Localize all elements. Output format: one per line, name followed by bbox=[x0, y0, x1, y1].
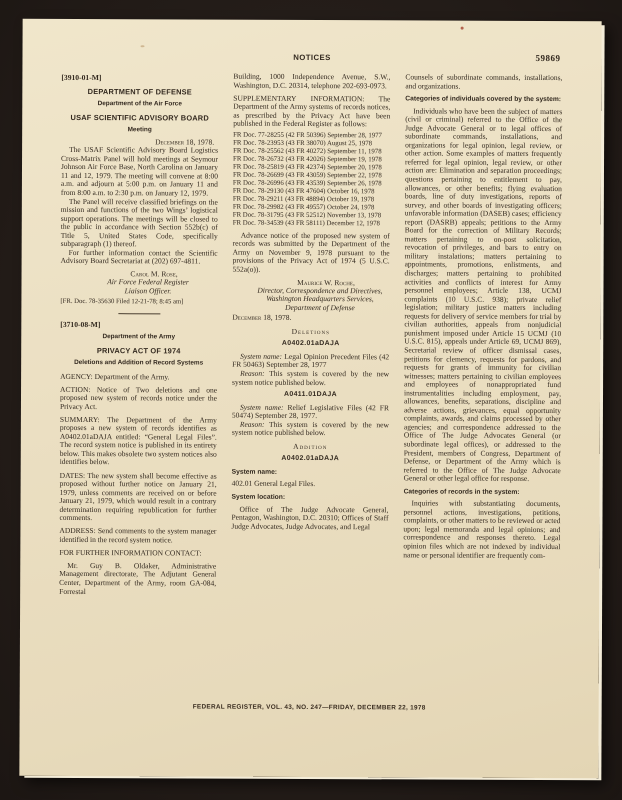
fr-doc-citation: FR Doc. 78-31795 (43 FR 52512) November 13, 1978 bbox=[232, 211, 382, 220]
field-value: This system is covered by the new system notice published below. bbox=[231, 419, 389, 438]
system-id-heading: A0402.01aDAJA bbox=[281, 455, 340, 463]
fr-doc-filing-line: [FR. Doc. 78-35630 Filed 12-21-78; 8:45 am] bbox=[60, 298, 184, 306]
column-layout bbox=[20, 72, 602, 697]
system-location-paragraph: Office of The Judge Advocate General, Pentagon, Washington, D.C. 20310; Offices of Staff Judge Advocates, Judge Advocates, and Legal bbox=[231, 504, 389, 531]
footer-line: FEDERAL REGISTER, VOL. 43, NO. 247—FRIDAY, DECEMBER 22, 1978 bbox=[192, 703, 426, 712]
date-line: December 18, 1978. bbox=[155, 137, 215, 147]
addition-heading: Addition bbox=[293, 441, 328, 451]
categories-individuals-label: Categories of individuals covered by the system: bbox=[405, 95, 562, 104]
notice-subtitle: Deletions and Addition of Record Systems bbox=[74, 359, 204, 368]
billing-code: [3710-08-M] bbox=[60, 319, 101, 329]
column-left bbox=[59, 72, 219, 695]
categories-records-label: Categories of records in the system: bbox=[403, 488, 520, 496]
subagency-heading: Department of the Army bbox=[102, 333, 176, 341]
column-right bbox=[403, 73, 563, 696]
field-value: This system is covered by the new system notice published below. bbox=[232, 368, 390, 387]
system-name-paragraph bbox=[232, 403, 389, 421]
page-number: 59869 bbox=[535, 52, 561, 64]
contact-paragraph: Mr. Guy B. Oldaker, Administrative Management directorate, The Adjutant General Center, Department of the Army, room GA-084, Forrestal bbox=[59, 560, 217, 596]
paper-speck bbox=[461, 27, 464, 30]
field-label: Reason: bbox=[239, 419, 265, 429]
field-value: Relief Legislative Files (42 FR 50474) September 28, 1977. bbox=[231, 402, 389, 421]
fr-doc-citation-list bbox=[233, 131, 390, 227]
signature-name: Maurice W. Roche, bbox=[297, 277, 355, 287]
categories-records-paragraph: Inquiries with substantiating documents, personnel actions, investigations, petitions, complaints, or other matters to be reviewed or acted upon; legal memoranda and legal opinions; and correspondence and responses thereto. Legal opinion files which are not indexed by individual name or personal identifier are frequently com- bbox=[403, 498, 561, 560]
reason-paragraph bbox=[232, 420, 389, 438]
system-name-label: System name: bbox=[231, 468, 278, 476]
fr-doc-citation: FR Doc. 78-25819 (43 FR 42374) September 20, 1978 bbox=[232, 163, 382, 172]
fr-doc-citation: FR Doc. 78-29982 (43 FR 49557) October 24, 1978 bbox=[232, 203, 375, 212]
notice-type-heading: Meeting bbox=[127, 126, 152, 134]
agency-paragraph: AGENCY: Department of the Army. bbox=[60, 371, 170, 381]
fr-doc-citation: FR Doc. 77-28255 (42 FR 50396) September 28, 1977 bbox=[233, 131, 382, 140]
field-label: Reason: bbox=[240, 368, 265, 378]
field-value: Legal Opinion Precedent Files (42 FR 50463) September 28, 1977 bbox=[232, 351, 390, 370]
system-location-label: System location: bbox=[231, 493, 286, 501]
paragraph: For further information contact the Scientific Advisory Board Secretariat at (202) 697-4811. bbox=[60, 247, 218, 266]
column-middle bbox=[231, 73, 391, 696]
paragraph-continuation: Building, 1000 Independence Avenue, S.W., Washington, D.C. 20314, telephone 202-693-0973. bbox=[233, 71, 391, 90]
fr-doc-citation: FR Doc. 78-26699 (43 FR 43059) September 22, 1978 bbox=[232, 171, 382, 180]
section-divider bbox=[118, 313, 160, 314]
contact-heading: FOR FURTHER INFORMATION CONTACT: bbox=[59, 547, 202, 558]
signature-title: Liaison Officer. bbox=[124, 286, 172, 296]
action-paragraph: ACTION: Notice of Two deletions and one proposed new system of records notice under the Privacy Act. bbox=[59, 384, 218, 411]
system-id-heading: A0411.01DAJA bbox=[283, 390, 338, 399]
fr-doc-citation: FR Doc. 78-25562 (43 FR 40272) September 11, 1978 bbox=[233, 147, 382, 156]
field-label: System name: bbox=[240, 351, 283, 361]
reason-paragraph bbox=[232, 370, 389, 388]
paragraph: The Panel will receive classified briefings on the mission and functions of the two Wings’ logistical support operations. The meetings will be closed to the public in accordance with Section 552b(c) of Title 5, United States Code, specifically subparagraph (1) thereof. bbox=[60, 196, 218, 249]
dates-paragraph: DATES: The new system shall become effective as proposed without further notice on January 21, 1979, unless comments are received on or before January 21, 1979, which would result in a contrary determination requiring republication for further comments. bbox=[59, 470, 217, 523]
fr-doc-citation: FR Doc. 78-29130 (43 FR 47604) October 16, 1978 bbox=[232, 187, 375, 196]
paper-speck bbox=[141, 45, 145, 47]
fr-doc-citation: FR Doc. 78-26996 (43 FR 43539) September 26, 1978 bbox=[232, 179, 382, 188]
notice-title: PRIVACY ACT OF 1974 bbox=[96, 346, 181, 356]
date-line: December 18, 1978. bbox=[232, 312, 292, 323]
fr-doc-citation: FR Doc. 78-23953 (43 FR 38070) August 25, 1978 bbox=[233, 139, 373, 148]
system-name-value: 402.01 General Legal Files. bbox=[231, 479, 316, 489]
summary-paragraph: SUMMARY: The Department of the Army proposes a new system of records identifies as A0402.01aDAJA entitled: “General Legal Files”. The record system notice is published in its entirety below. This makes obsolete two system notices also identifies below. bbox=[59, 414, 217, 467]
billing-code: [3910-01-M] bbox=[61, 72, 102, 83]
advance-notice-paragraph: Advance notice of the proposed new system of records was submitted by the Department of the Army on November 9, 1978 pursuant to the provisions of the Privacy Act of 1974 (5 U.S.C. 552a(o)). bbox=[232, 230, 390, 274]
page-header bbox=[22, 52, 601, 68]
agency-heading: DEPARTMENT OF DEFENSE bbox=[87, 86, 192, 97]
signature-title: Director, Correspondence and Directives, Washington Headquarters Services, Department of Defense bbox=[257, 285, 383, 313]
fr-doc-citation: FR Doc. 78-34539 (43 FR 58111) December 12, 1978 bbox=[232, 219, 380, 228]
subagency-heading: Department of the Air Force bbox=[97, 100, 182, 108]
system-id-heading: A0402.01aDAJA bbox=[281, 340, 340, 348]
address-paragraph: ADDRESS: Send comments to the system manager identified in the record system notice. bbox=[59, 526, 217, 545]
signature-title: Air Force Federal Register bbox=[107, 277, 189, 287]
deletions-heading: Deletions bbox=[291, 326, 330, 336]
federal-register-page bbox=[19, 19, 601, 779]
running-head: NOTICES bbox=[293, 52, 331, 63]
categories-individuals-paragraph: Individuals who have been the subject of matters (civil or criminal) referred to the Office of the Judge Advocate General or to legal offices of subordinate commands, installations, and organizations for legal opinion, legal review, or other action. Some examples of matters frequently referred for legal opinion, legal review, or other action are: Elimination and separation proceedings; questions pertaining to entitlement to pay, allowances, or other benefits; flying evaluation boards, line of duty investigations, reports of survey, and other boards of investigating officers; unfavorable information (DASEB) cases; efficiency report (DASRB) appeals; petitions to the Army Board for the correction of Military Records; matters pertaining to on-post solicitation, revocation of privileges, and bars to entry on military instalations; matters pertaining to appointments, promotions, enlistments, and discharges; matters pertaining to prohibited activities and conflicts of interest for Army personnel employees; Article 138, UCMJ complaints (10 U.S.C. 938); private relief legislation; military justice matters including requests for delivery of service members for trial by civilian authorities, appeals from nonjudicial punishment imposed under Article 15 UCMJ (10 U.S.C. 815), appeals under Article 69, UCMJ 869), Secretarial review of officer dismissal cases, petitions for clemency, requests for pardons, and requests for grants of immunity for civilian witnesses; matters pertaining to civilian employees and employees of nonappropriated fund instrumentalities including employment, pay, allowances, benefits, separations, discipline and adverse actions, grievances, equal opportunity complaints, awards, and claims processed by other agencies; and correspondence addressed to the Office of The Judge Advocates General (or subordinate legal offices), or addressed to the President, members of Congress, Department of Defense, or Department of the Army which is referred to the Office of The Judge Advocate General or other legal office for response. bbox=[403, 106, 563, 484]
paragraph-continuation: Counsels of subordinate commands, installations, and organizations. bbox=[405, 72, 563, 91]
field-label: System name: bbox=[239, 402, 284, 412]
fr-doc-citation: FR Doc. 78-26732 (43 FR 42026) September 19, 1978 bbox=[233, 155, 382, 164]
signature-name: Carol M. Rose, bbox=[130, 269, 178, 279]
paragraph: The USAF Scientific Advisory Board Logistics Cross-Matrix Panel will hold meetings at Seymour Johnson Air Force Base, North Carolina on January 11 and 12, 1979. The meeting will convene at 8:00 a.m. and adjourn at 5:00 p.m. on January 11 and from 8:00 a.m. to 2:30 p.m. on January 12, 1979. bbox=[60, 145, 219, 198]
supplementary-info-paragraph: SUPPLEMENTARY INFORMATION: The Department of the Army systems of records notices, as prescribed by the Privacy Act have been published in the Federal Register as follows: bbox=[233, 93, 391, 129]
fr-doc-citation: FR Doc. 78-29211 (43 FR 48894) October 19, 1978 bbox=[232, 195, 375, 204]
board-heading: USAF SCIENTIFIC ADVISORY BOARD bbox=[70, 112, 209, 123]
system-name-paragraph bbox=[232, 353, 389, 371]
